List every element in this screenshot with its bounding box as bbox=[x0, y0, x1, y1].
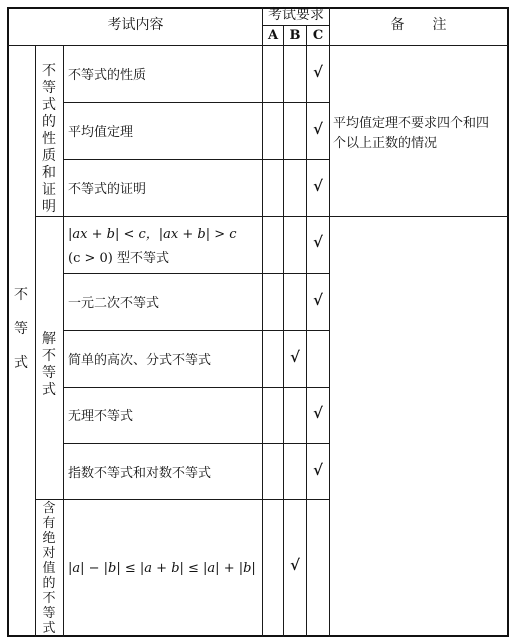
level-c: C bbox=[312, 28, 324, 43]
syllabus-table bbox=[7, 7, 509, 637]
check-mark: √ bbox=[313, 233, 323, 251]
item-text: 一元二次不等式 bbox=[68, 296, 160, 311]
check-mark: √ bbox=[313, 120, 323, 138]
check-mark: √ bbox=[290, 556, 300, 574]
item-text: 不等式的性质 bbox=[68, 68, 147, 83]
header-content: 考试内容 bbox=[107, 17, 164, 33]
item-text: |a| − |b| ≤ |a + b| ≤ |a| + |b| bbox=[68, 561, 256, 576]
item-text: 平均值定理 bbox=[68, 125, 134, 140]
item-text: 不等式的证明 bbox=[68, 182, 147, 197]
check-mark: √ bbox=[313, 177, 323, 195]
item-text-continued: (c > 0) 型不等式 bbox=[68, 251, 169, 266]
check-mark: √ bbox=[313, 461, 323, 479]
level-a: A bbox=[267, 28, 279, 43]
header-requirement: 考试要求 bbox=[268, 7, 324, 23]
group-label-properties: 不等式的性质和证明 bbox=[42, 63, 56, 215]
item-text: 无理不等式 bbox=[68, 409, 134, 424]
item-text: 指数不等式和对数不等式 bbox=[68, 466, 212, 481]
check-mark: √ bbox=[290, 348, 300, 366]
item-text: |ax + b| < c，|ax + b| > c bbox=[68, 227, 237, 242]
check-mark: √ bbox=[313, 404, 323, 422]
check-mark: √ bbox=[313, 291, 323, 309]
check-mark: √ bbox=[313, 63, 323, 81]
header-remark: 备 注 bbox=[390, 17, 447, 33]
remark-line-1: 平均值定理不要求四个和四 bbox=[333, 116, 490, 131]
remark-line-2: 个以上正数的情况 bbox=[333, 136, 438, 151]
chapter-label: 不 等 式 bbox=[14, 287, 28, 371]
level-b: B bbox=[289, 28, 301, 43]
group-label-absolute: 含有绝对值的不等式 bbox=[42, 501, 56, 636]
item-text: 简单的高次、分式不等式 bbox=[68, 353, 212, 368]
group-label-solving: 解不等式 bbox=[42, 331, 56, 398]
